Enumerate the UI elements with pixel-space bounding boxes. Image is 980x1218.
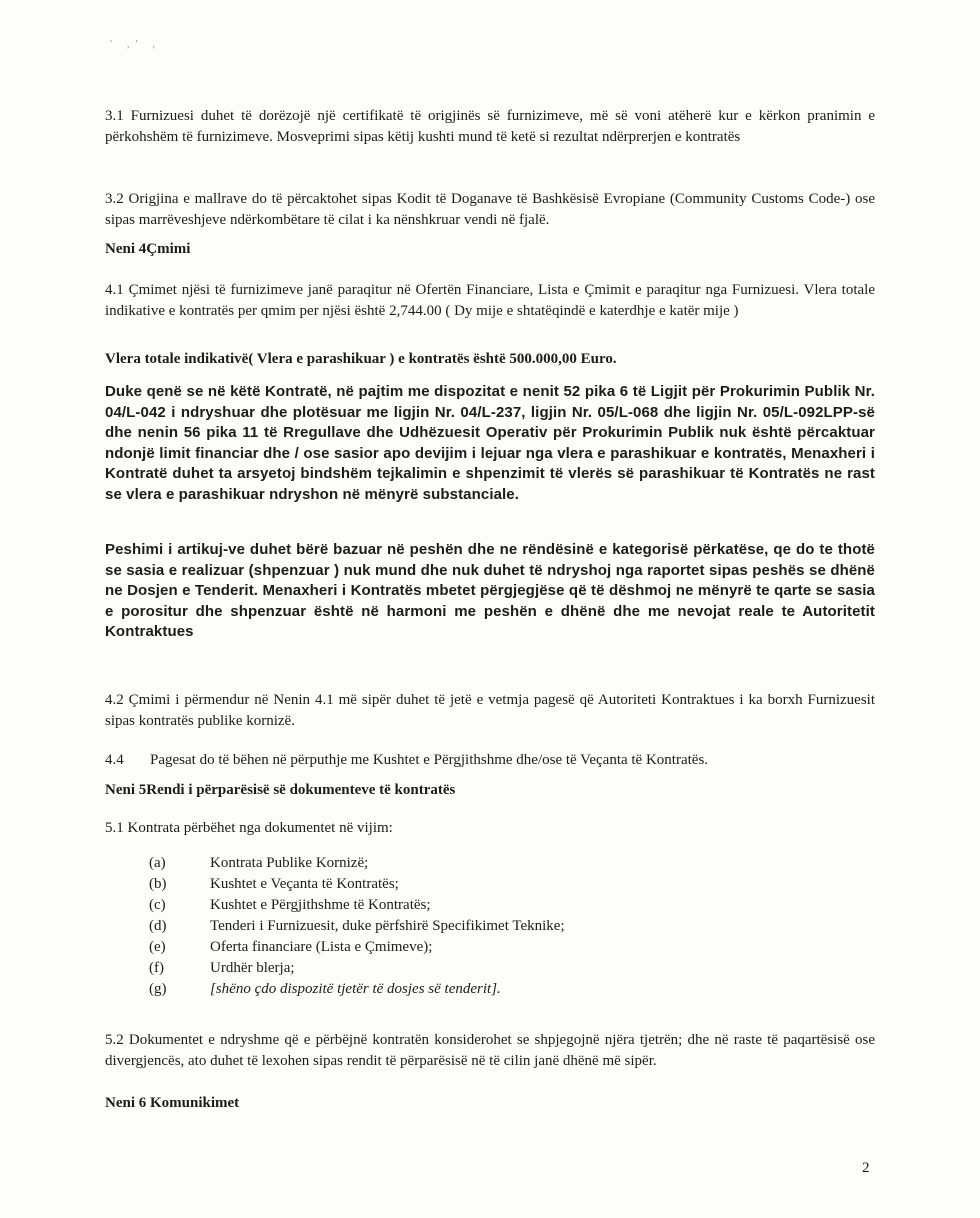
list-item-text: Oferta financiare (Lista e Çmimeve); <box>210 939 433 955</box>
paragraph-4-4-text: Pagesat do të bëhen në përputhje me Kushtet e Përgjithshme dhe/ose të Veçanta të Kontratës. <box>150 752 709 768</box>
documents-list <box>105 855 875 1015</box>
list-item-text: Kushtet e Veçanta të Kontratës; <box>210 876 399 892</box>
list-item <box>105 897 875 918</box>
page-number: 2 <box>862 1160 870 1176</box>
heading-article-6: Neni 6 Komunikimet <box>105 1095 240 1111</box>
list-item-label: (e) <box>149 939 166 955</box>
paragraph-4-4 <box>105 750 875 771</box>
list-item-text: Tenderi i Furnizuesit, duke përfshirë Specifikimet Teknike; <box>210 918 565 934</box>
paragraph-4-2: 4.2 Çmimi i përmendur në Nenin 4.1 më sipër duhet të jetë e vetmja pagesë që Autoriteti Kontraktues i ka borxh Furnizuesit sipas kontratës publike kornizë. <box>105 692 875 729</box>
list-item-text: Kushtet e Përgjithshme të Kontratës; <box>210 897 431 913</box>
list-item-text: [shëno çdo dispozitë tjetër të dosjes së tenderit]. <box>210 981 501 997</box>
paragraph-5-1: 5.1 Kontrata përbëhet nga dokumentet në vijim: <box>105 820 393 836</box>
list-item <box>105 981 875 1002</box>
list-item-label: (b) <box>149 876 167 892</box>
heading-article-4: Neni 4Çmimi <box>105 241 191 257</box>
list-item-text: Kontrata Publike Kornizë; <box>210 855 369 871</box>
list-item-label: (g) <box>149 981 167 997</box>
weighting-paragraph: Peshimi i artikuj-ve duhet bërë bazuar në peshën dhe ne rëndësinë e kategorisë përkatëse, qe do te thotë se sasia e realizuar (shpenzuar ) nuk mund dhe nuk duhet të ndryshoj nga raportet sipas peshës se dhënë ne Dosjen e Tenderit. Menaxheri i Kontratës mbetet përgjegjëse që të dëshmoj ne mënyrë te qarte se sasia e porositur dhe shpenzuar është në harmoni me peshën e dhënë dhe me nevojat reale te Autoritetit Kontraktues <box>105 541 875 640</box>
scan-marks: ' ,' , <box>110 38 161 50</box>
list-item <box>105 855 875 876</box>
list-item-text: Urdhër blerja; <box>210 960 295 976</box>
list-item <box>105 918 875 939</box>
list-item <box>105 960 875 981</box>
list-item-label: (a) <box>149 855 166 871</box>
paragraph-5-2: 5.2 Dokumentet e ndryshme që e përbëjnë kontratën konsiderohet se shpjegojnë njëra tjetrën; dhe në raste të paqartësisë ose divergjencës, ato duhet të lexohen sipas rendit të përparësisë në të cilin janë dhënë më sipër. <box>105 1032 875 1069</box>
paragraph-4-1: 4.1 Çmimet njësi të furnizimeve janë paraqitur në Ofertën Financiare, Lista e Çmimit e paraqitur nga Furnizuesi. Vlera totale indikative e kontratës per qmim per njësi është 2,744.00 ( Dy mije e shtatëqindë e katerdhje e katër mije ) <box>105 282 875 319</box>
paragraph-3-1: 3.1 Furnizuesi duhet të dorëzojë një certifikatë të origjinës së furnizimeve, më së voni atëherë kur e kërkon pranimin e përkohshëm të furnizimeve. Mosveprimi sipas këtij kushti mund të ketë si rezultat ndërprerjen e kontratës <box>105 108 875 145</box>
heading-article-5: Neni 5Rendi i përparësisë së dokumenteve të kontratës <box>105 782 456 798</box>
total-value-statement: Vlera totale indikativë( Vlera e parashikuar ) e kontratës është 500.000,00 Euro. <box>105 351 617 367</box>
list-item-label: (c) <box>149 897 166 913</box>
list-item <box>105 939 875 960</box>
paragraph-3-2: 3.2 Origjina e mallrave do të përcaktohet sipas Kodit të Doganave të Bashkësisë Evropiane (Community Customs Code-) ose sipas marrëveshjeve ndërkombëtare të cilat i ka nënshkruar vendi në fjalë. <box>105 191 875 228</box>
paragraph-4-4-number: 4.4 <box>105 752 124 768</box>
contract-overrun-paragraph: Duke qenë se në këtë Kontratë, në pajtim me dispozitat e nenit 52 pika 6 të Ligjit për Prokurimin Publik Nr. 04/L-042 i ndryshuar dhe plotësuar me ligjin Nr. 04/L-237, ligjin Nr. 05/L-068 dhe ligjin Nr. 05/L-092LPP-së dhe nenin 56 pika 11 të Rregullave dhe Udhëzuesit Operativ për Prokurimin Publik nuk është përcaktuar ndonjë limit financiar dhe / ose sasior apo devijim i lejuar nga vlera e parashikuar e kontratës, Menaxheri i Kontratë duhet ta arsyetoj bindshëm tejkalimin e shpenzimit të vlerës së parashikuar të Kontratës ne rast se vlera e parashikuar ndryshon në mënyrë substanciale. <box>105 383 875 503</box>
list-item-label: (d) <box>149 918 167 934</box>
list-item <box>105 876 875 897</box>
list-item-label: (f) <box>149 960 164 976</box>
